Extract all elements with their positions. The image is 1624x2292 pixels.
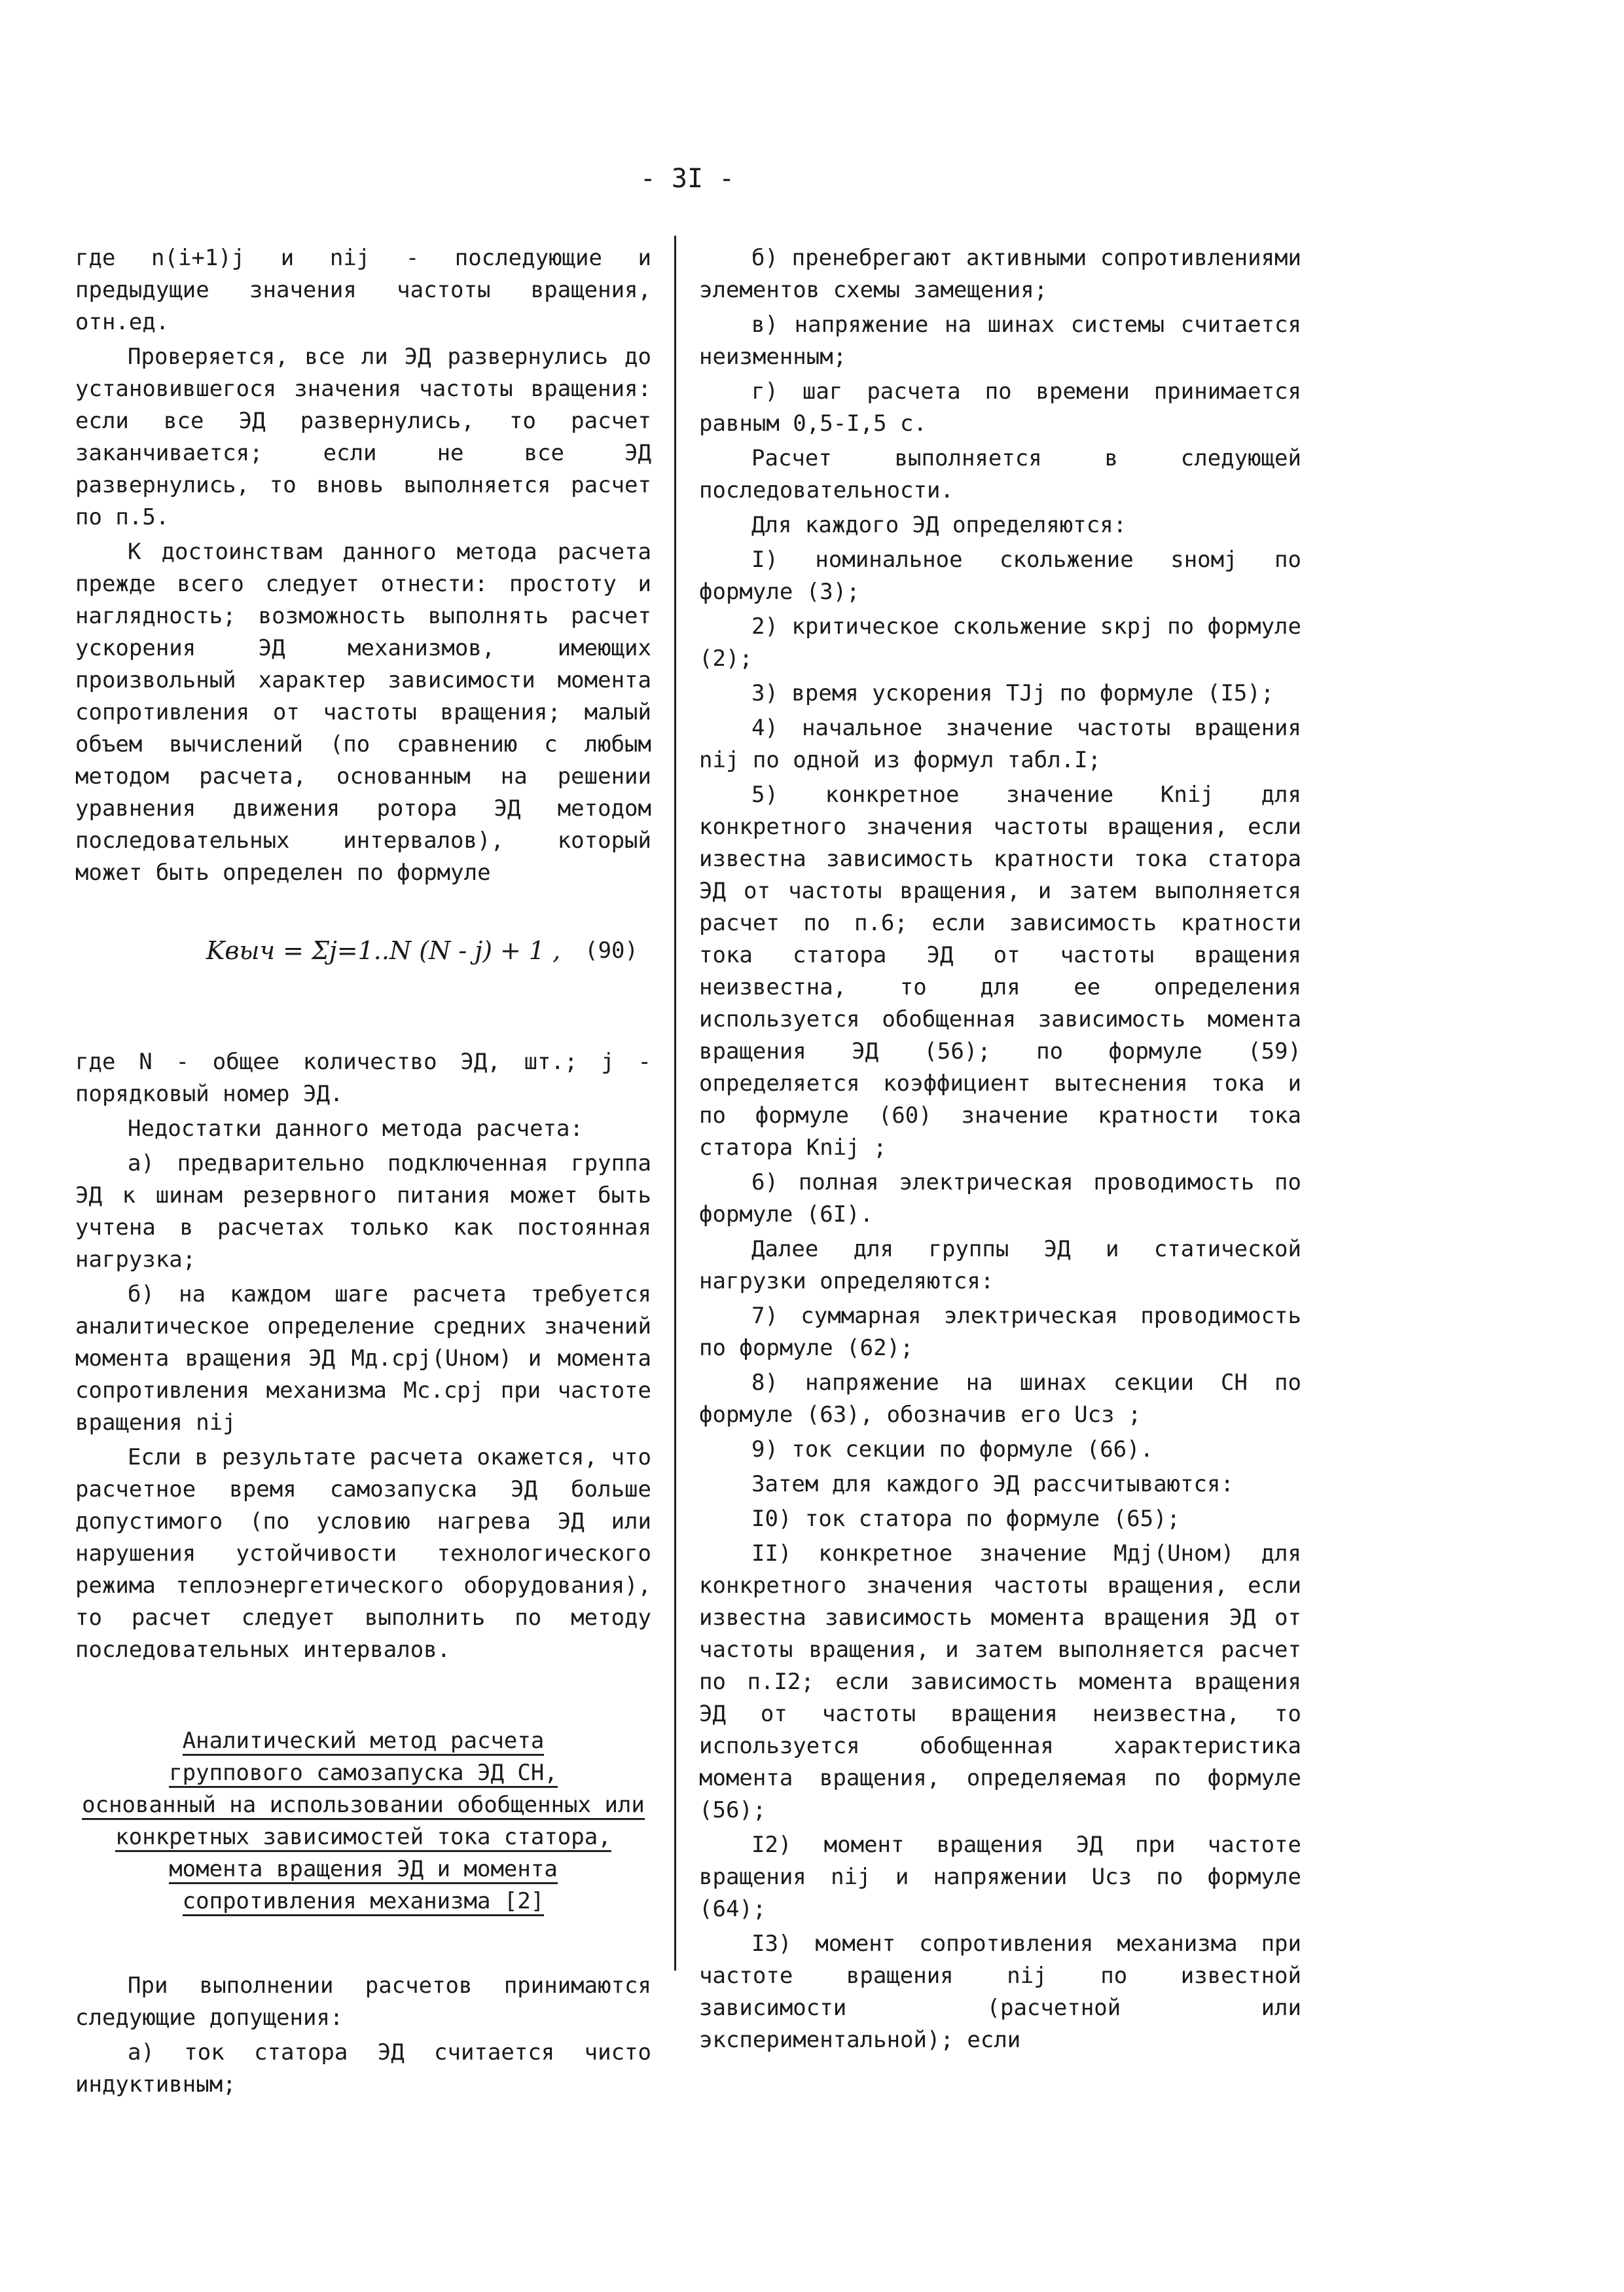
right-paragraph-3: г) шаг расчета по времени принимается равным 0,5-I,5 с. [699, 378, 1301, 437]
heading-line-2: группового самозапуска ЭД СН, [169, 1760, 558, 1788]
left-paragraph-2: Проверяется, все ли ЭД развернулись до установившегося значения частоты вращения: если все ЭД развернулись, то расчет заканчивается; если не все ЭД развернулись, то вновь выполняется расчет по п.5. [75, 344, 651, 530]
right-paragraph-14: 8) напряжение на шинах секции СН по формуле (63), обозначив его Uсз ; [699, 1370, 1301, 1428]
right-paragraph-20: I3) момент сопротивления механизма при частоте вращения nij по известной зависимости (расчетной или экспериментальной); если [699, 1931, 1301, 2053]
right-paragraph-6: I) номинальное скольжение sномj по формуле (3); [699, 547, 1301, 605]
column-divider [674, 236, 676, 1971]
page-number: - 3I - [640, 164, 735, 194]
right-paragraph-2: в) напряжение на шинах системы считается неизменным; [699, 312, 1301, 370]
left-column [75, 242, 651, 2103]
left-paragraph-3: К достоинствам данного метода расчета прежде всего следует отнести: простоту и наглядность; возможность выполнять расчет ускорения ЭД механизмов, имеющих произвольный характер зависимости момента сопротивления от частоты вращения; малый объем вычислений (по сравнению с любым методом расчета, основанным на решении уравнения движения ротора ЭД методом последовательных интервалов), который может быть определен по формуле [75, 539, 651, 886]
formula-number: (90) [585, 937, 638, 964]
left-paragraph-6: а) предварительно подключенная группа ЭД к шинам резервного питания может быть учтена в расчетах только как постоянная нагрузка; [75, 1150, 651, 1273]
left-paragraph-8: Если в результате расчета окажется, что расчетное время самозапуска ЭД больше допустимого (по условию нагрева ЭД или нарушения устойчивости технологического режима теплоэнергетического оборудования), то расчет следует выполнить по методу последовательных интервалов. [75, 1444, 651, 1663]
formula-90 [75, 915, 651, 1007]
formula-expression: Kвыч = Σj=1..N (N - j) + 1 , [206, 936, 561, 965]
section-heading [75, 1725, 651, 1918]
right-paragraph-17: I0) ток статора по формуле (65); [751, 1506, 1181, 1532]
right-paragraph-18: II) конкретное значение Mдj(Uном) для конкретного значения частоты вращения, если известна зависимость момента вращения ЭД от частоты вращения, и затем выполняется расчет по п.I2; если зависимость момента вращения ЭД от частоты вращения неизвестна, то используется обобщенная характеристика момента вращения, определяемая по формуле (56); [699, 1540, 1301, 1823]
right-paragraph-1: б) пренебрегают активными сопротивлениями элементов схемы замещения; [699, 245, 1301, 303]
left-paragraph-10: а) ток статора ЭД считается чисто индуктивным; [75, 2039, 651, 2098]
left-paragraph-7: б) на каждом шаге расчета требуется аналитическое определение средних значений момента вращения ЭД Mд.срj(Uном) и момента сопротивления механизма Mс.срj при частоте вращения nij [75, 1281, 651, 1436]
left-paragraph-1: где n(i+1)j и nij - последующие и предыдущие значения частоты вращения, отн.ед. [75, 245, 651, 335]
right-paragraph-8: 3) время ускорения TJj по формуле (I5); [751, 680, 1274, 706]
right-paragraph-4: Расчет выполняется в следующей последовательности. [699, 445, 1301, 503]
right-paragraph-9: 4) начальное значение частоты вращения nij по одной из формул табл.I; [699, 715, 1301, 773]
heading-line-4: конкретных зависимостей тока статора, [115, 1824, 611, 1852]
heading-line-1: Аналитический метод расчета [183, 1728, 545, 1756]
right-paragraph-19: I2) момент вращения ЭД при частоте вращения nij и напряжении Uсз по формуле (64); [699, 1832, 1301, 1922]
left-paragraph-5: Недостатки данного метода расчета: [128, 1116, 583, 1142]
right-paragraph-16: Затем для каждого ЭД рассчитываются: [751, 1471, 1234, 1497]
right-paragraph-7: 2) критическое скольжение sкрj по формуле (2); [699, 613, 1301, 672]
heading-line-3: основанный на использовании обобщенных или [82, 1792, 645, 1820]
right-paragraph-15: 9) ток секции по формуле (66). [751, 1436, 1154, 1463]
left-paragraph-4: где N - общее количество ЭД, шт.; j - порядковый номер ЭД. [75, 1049, 651, 1107]
right-paragraph-5: Для каждого ЭД определяются: [751, 512, 1127, 538]
left-paragraph-9: При выполнении расчетов принимаются следующие допущения: [75, 1973, 651, 2031]
heading-line-5: момента вращения ЭД и момента [169, 1856, 558, 1884]
heading-line-6: сопротивления механизма [2] [183, 1888, 545, 1916]
right-paragraph-11: 6) полная электрическая проводимость по формуле (6I). [699, 1169, 1301, 1228]
right-column [699, 242, 1301, 2059]
right-paragraph-13: 7) суммарная электрическая проводимость по формуле (62); [699, 1303, 1301, 1361]
right-paragraph-12: Далее для группы ЭД и статической нагрузки определяются: [699, 1236, 1301, 1294]
right-paragraph-10: 5) конкретное значение Knij для конкретного значения частоты вращения, если известна зависимость кратности тока статора ЭД от частоты вращения, и затем выполняется расчет по п.6; если зависимость кратности тока статора ЭД от частоты вращения неизвестна, то для ее определения используется обобщенная зависимость момента вращения ЭД (56); по формуле (59) определяется коэффициент вытеснения тока и по формуле (60) значение кратности тока статора Knij ; [699, 782, 1301, 1161]
